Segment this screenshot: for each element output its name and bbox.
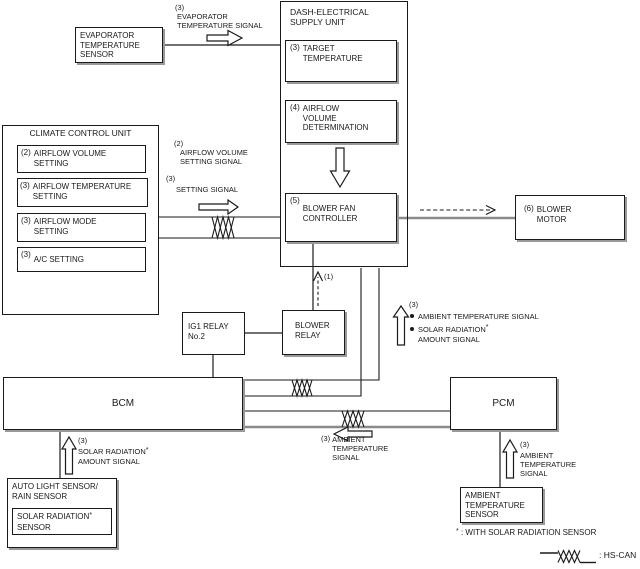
- label-line: SUPPLY UNIT: [290, 17, 345, 27]
- box-label: [21, 251, 142, 265]
- label-line: TARGET: [302, 44, 335, 53]
- blower-relay-box: [282, 310, 345, 355]
- label-text: [332, 435, 388, 462]
- label-line: No.2: [188, 331, 205, 341]
- footnote-text: : WITH SOLAR RADIATION SENSOR: [458, 528, 597, 537]
- ambient-temperature-signal-to-bcm-label: [321, 435, 388, 462]
- label-line: SETTING: [33, 226, 69, 236]
- box-label: [21, 149, 142, 168]
- hs-can-twist-icon: [558, 551, 580, 563]
- solar-radiation-amount-signal-label: [78, 436, 149, 466]
- label-text: [34, 149, 106, 168]
- label-line: [17, 512, 107, 523]
- label-line: DASH-ELECTRICAL: [290, 7, 369, 17]
- label-line: SETTING SIGNAL: [176, 185, 239, 194]
- signal-list-item: [409, 312, 569, 321]
- signal-list-item: [409, 325, 569, 344]
- label-line: BLOWER: [295, 321, 330, 330]
- label-text: [303, 44, 363, 63]
- arrow-up-ambient-signal-icon: [503, 440, 517, 478]
- label-line: A/C SETTING: [33, 255, 85, 264]
- label-text: [303, 204, 358, 223]
- label-line: TEMPERATURE SIGNAL: [177, 21, 263, 30]
- asterisk-note: *: [89, 511, 93, 519]
- step-number: (3): [520, 440, 530, 449]
- label-line: TEMPERATURE: [332, 444, 389, 453]
- label-line: RAIN SENSOR: [12, 491, 68, 501]
- label-text: SOLAR RADIATION: [17, 512, 90, 521]
- hs-can-twist-icon: [342, 411, 364, 427]
- dashed-arrowhead-up-icon: [314, 272, 323, 281]
- step-number: (3): [321, 434, 331, 443]
- step-number: (2): [21, 148, 31, 157]
- label-line: AMBIENT: [465, 491, 501, 500]
- airflow-volume-setting-signal-label: [174, 139, 248, 166]
- label-line: BLOWER FAN: [302, 204, 356, 213]
- label-line: BLOWER: [536, 205, 572, 214]
- label-line: TEMPERATURE: [520, 460, 577, 469]
- asterisk-footnote: [456, 528, 596, 539]
- blower-fan-controller-box: [285, 193, 397, 242]
- label-line: [78, 447, 149, 457]
- label-line: [418, 325, 489, 335]
- step-number: (3): [20, 181, 30, 190]
- arrow-up-solar-signal-icon: [62, 437, 76, 474]
- step-number: (3): [21, 216, 31, 225]
- step-number: (3): [290, 43, 300, 52]
- label-line: MOTOR: [536, 214, 567, 224]
- target-temperature-box: [285, 40, 397, 82]
- climate-control-unit-title: CLIMATE CONTROL UNIT: [29, 128, 132, 138]
- label-line: DETERMINATION: [302, 123, 369, 132]
- hs-can-legend-label: : HS-CAN: [599, 550, 637, 560]
- step-number: (3): [166, 174, 176, 183]
- label-text: [303, 104, 369, 133]
- bcm-label: BCM: [111, 398, 135, 409]
- step-number: (5): [290, 196, 300, 205]
- label-line: AUTO LIGHT SENSOR/: [12, 482, 98, 491]
- box-label: [524, 205, 620, 224]
- step-number: (4): [290, 103, 300, 112]
- pcm-label: PCM: [492, 398, 515, 409]
- step-number: (3): [409, 300, 419, 309]
- label-line: AMBIENT TEMPERATURE SIGNAL: [418, 311, 539, 321]
- label-line: SETTING SIGNAL: [180, 157, 243, 166]
- ambient-temperature-signal-to-pcm-label: [520, 440, 576, 478]
- label-line: AIRFLOW: [302, 104, 340, 113]
- arrow-right-setting-signal-icon: [199, 200, 238, 214]
- hs-can-twist-icon: [292, 380, 312, 396]
- label-line: AIRFLOW TEMPERATURE: [32, 182, 132, 191]
- label-line: SENSOR: [80, 50, 114, 59]
- ac-setting-box: [17, 247, 146, 272]
- label-line: TEMPERATURE: [302, 53, 363, 63]
- setting-signal-label: [166, 174, 238, 194]
- label-line: SIGNAL: [520, 469, 548, 478]
- label-line: VOLUME: [302, 113, 337, 123]
- bullet-icon: [410, 314, 414, 318]
- label-line: SENSOR: [17, 522, 51, 532]
- label-line: SIGNAL: [332, 453, 360, 462]
- arrow-right-evap-signal-icon: [207, 31, 242, 46]
- label-line: SENSOR: [465, 510, 499, 519]
- label-line: SETTING: [33, 158, 69, 168]
- evaporator-temperature-sensor-box: [75, 27, 163, 63]
- arrow-up-bcm-to-dash-icon: [394, 306, 409, 345]
- label-text: [33, 182, 131, 201]
- asterisk-note: *: [485, 324, 489, 331]
- label-line: EVAPORATOR: [80, 31, 135, 40]
- airflow-temperature-setting-box: [17, 178, 148, 207]
- box-label: [21, 217, 142, 236]
- bcm-box: [3, 377, 243, 430]
- asterisk-note: *: [145, 446, 149, 454]
- box-label: [290, 197, 392, 223]
- ig1-relay-box: [182, 312, 245, 355]
- blower-motor-box: [515, 195, 625, 240]
- bcm-to-dash-signals-label: [409, 300, 569, 344]
- pcm-box: [450, 377, 557, 430]
- label-text: SOLAR RADIATION: [418, 324, 486, 334]
- blower-relay-feed-label: (1): [324, 272, 334, 281]
- step-number: (3): [175, 3, 185, 12]
- label-line: RELAY: [295, 330, 321, 340]
- label-line: AMBIENT: [332, 435, 366, 444]
- label-text: [537, 205, 572, 224]
- dash-electrical-supply-unit-title: [290, 7, 369, 27]
- label-text: [418, 325, 489, 344]
- label-text: [34, 217, 97, 236]
- step-number: (6): [524, 204, 534, 213]
- label-line: AIRFLOW MODE: [33, 217, 97, 226]
- label-line: AMOUNT SIGNAL: [418, 334, 480, 344]
- asterisk-note: *: [456, 527, 459, 535]
- airflow-mode-setting-box: [17, 213, 146, 242]
- hs-can-twist-icon: [212, 217, 234, 238]
- box-label: [290, 104, 392, 133]
- label-line: EVAPORATOR: [177, 12, 228, 21]
- step-number: (3): [78, 436, 88, 445]
- airflow-volume-determination-box: [285, 100, 397, 143]
- ambient-temperature-sensor-box: [460, 487, 543, 523]
- step-number: (2): [174, 139, 184, 148]
- label-line: CONTROLLER: [302, 213, 358, 223]
- bullet-icon: [410, 327, 414, 331]
- label-line: AIRFLOW VOLUME: [180, 148, 248, 157]
- label-line: SETTING: [32, 191, 68, 201]
- label-line: TEMPERATURE: [80, 40, 140, 50]
- box-label: [290, 44, 392, 63]
- label-text: SOLAR RADIATION: [78, 447, 146, 456]
- label-line: AMOUNT SIGNAL: [78, 457, 140, 466]
- label-text: [34, 255, 84, 265]
- label-line: IG1 RELAY: [188, 322, 229, 331]
- box-label: [20, 182, 145, 201]
- step-number: (3): [21, 250, 31, 259]
- label-line: AMBIENT: [520, 451, 554, 460]
- solar-radiation-sensor-box: [12, 508, 112, 535]
- label-line: AIRFLOW VOLUME: [33, 149, 107, 158]
- label-line: TEMPERATURE: [465, 500, 525, 510]
- evaporator-temperature-signal-label: [175, 3, 263, 30]
- airflow-volume-setting-box: [17, 145, 146, 173]
